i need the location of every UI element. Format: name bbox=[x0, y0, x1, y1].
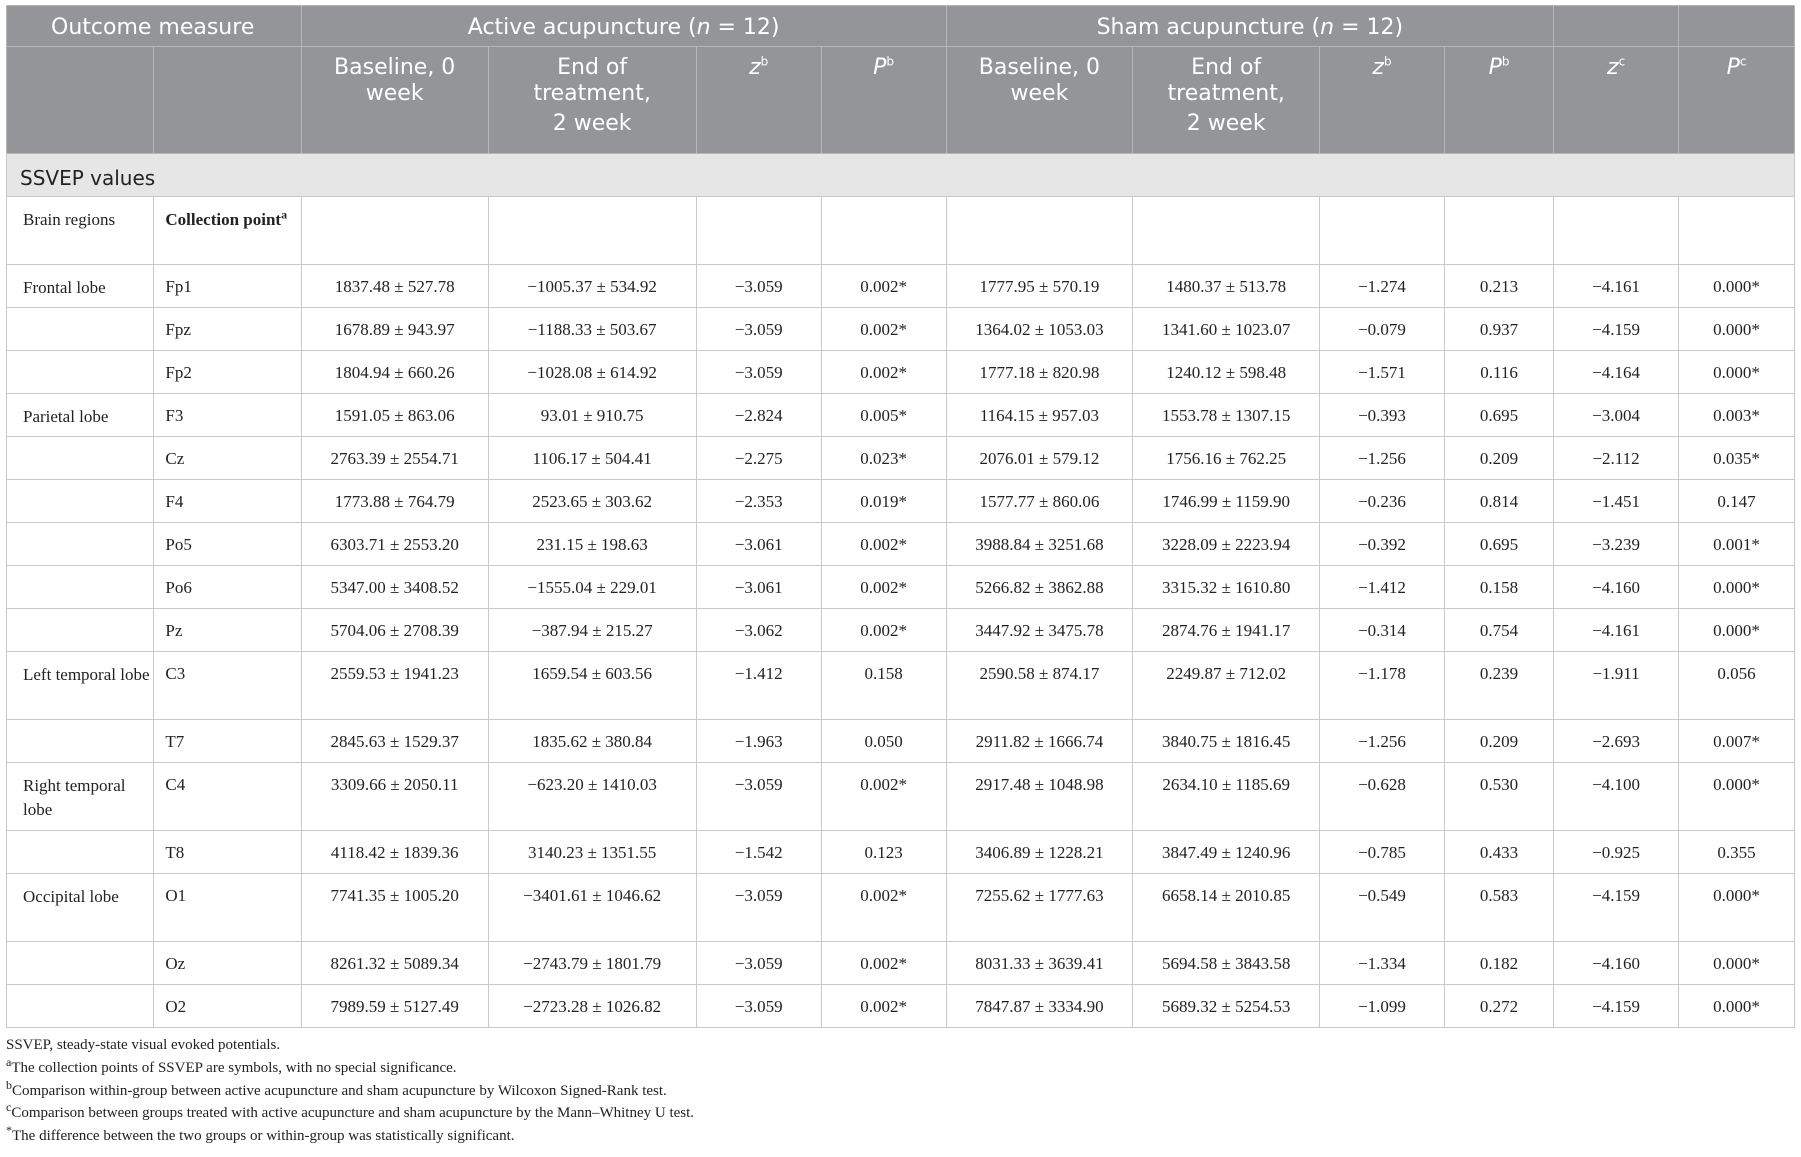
between-p-cell: 0.000* bbox=[1679, 351, 1795, 394]
brain-region-cell: Right temporal lobe bbox=[7, 763, 154, 831]
collection-point-cell: Oz bbox=[154, 942, 301, 985]
sham-p-cell: 0.814 bbox=[1444, 480, 1553, 523]
between-p-cell: 0.000* bbox=[1679, 609, 1795, 652]
collection-point-cell: F3 bbox=[154, 394, 301, 437]
active-baseline-cell: 1837.48 ± 527.78 bbox=[301, 265, 488, 308]
outcome-measure-header: Outcome measure bbox=[7, 6, 302, 47]
table-row bbox=[7, 265, 1795, 308]
ssvep-results-table bbox=[6, 5, 1795, 1028]
active-p-cell: 0.002* bbox=[821, 523, 946, 566]
table-row bbox=[7, 308, 1795, 351]
active-end-cell: 1835.62 ± 380.84 bbox=[488, 720, 696, 763]
between-p-cell: 0.056 bbox=[1679, 652, 1795, 720]
sham-baseline-cell: 8031.33 ± 3639.41 bbox=[946, 942, 1133, 985]
active-z-cell: −3.059 bbox=[696, 985, 821, 1028]
between-p-cell: 0.003* bbox=[1679, 394, 1795, 437]
sham-p-cell: 0.209 bbox=[1444, 720, 1553, 763]
sham-z-cell: −1.178 bbox=[1320, 652, 1445, 720]
sham-z-cell: −0.314 bbox=[1320, 609, 1445, 652]
subheader-row bbox=[7, 197, 1795, 265]
active-end-cell: −1555.04 ± 229.01 bbox=[488, 566, 696, 609]
active-baseline-cell: 1591.05 ± 863.06 bbox=[301, 394, 488, 437]
brain-region-cell bbox=[7, 831, 154, 874]
sham-z-cell: −0.785 bbox=[1320, 831, 1445, 874]
table-row bbox=[7, 566, 1795, 609]
sham-z-cell: −0.392 bbox=[1320, 523, 1445, 566]
between-p-cell: 0.000* bbox=[1679, 942, 1795, 985]
sham-z-cell: −0.393 bbox=[1320, 394, 1445, 437]
sham-p-cell: 0.433 bbox=[1444, 831, 1553, 874]
table-row bbox=[7, 394, 1795, 437]
sham-p-cell: 0.695 bbox=[1444, 394, 1553, 437]
sham-end-cell: 2249.87 ± 712.02 bbox=[1133, 652, 1320, 720]
table-row bbox=[7, 831, 1795, 874]
sham-z-cell: −0.549 bbox=[1320, 874, 1445, 942]
active-end-cell: 93.01 ± 910.75 bbox=[488, 394, 696, 437]
between-z-cell: −3.239 bbox=[1554, 523, 1679, 566]
active-end-cell: −2723.28 ± 1026.82 bbox=[488, 985, 696, 1028]
sham-p-cell: 0.754 bbox=[1444, 609, 1553, 652]
sham-end-cell: 3847.49 ± 1240.96 bbox=[1133, 831, 1320, 874]
between-z-cell: −4.159 bbox=[1554, 308, 1679, 351]
active-baseline-cell: 1773.88 ± 764.79 bbox=[301, 480, 488, 523]
active-z-cell: −1.963 bbox=[696, 720, 821, 763]
collection-point-cell: O1 bbox=[154, 874, 301, 942]
active-baseline-cell: 1804.94 ± 660.26 bbox=[301, 351, 488, 394]
sham-baseline-cell: 1164.15 ± 957.03 bbox=[946, 394, 1133, 437]
active-end-cell: −387.94 ± 215.27 bbox=[488, 609, 696, 652]
active-end-cell: −2743.79 ± 1801.79 bbox=[488, 942, 696, 985]
between-p-cell: 0.000* bbox=[1679, 566, 1795, 609]
table-row bbox=[7, 942, 1795, 985]
sham-baseline-cell: 1777.18 ± 820.98 bbox=[946, 351, 1133, 394]
sham-z-cell: −0.628 bbox=[1320, 763, 1445, 831]
sham-baseline-cell: 7847.87 ± 3334.90 bbox=[946, 985, 1133, 1028]
sham-p-cell: 0.583 bbox=[1444, 874, 1553, 942]
empty-header-cell bbox=[1554, 6, 1679, 47]
footnote-a: $^a$The collection points of SSVEP are symbols, with no special significance. bbox=[6, 1054, 457, 1076]
active-acupuncture-header: Active acupuncture (n = 12) bbox=[301, 6, 946, 47]
sham-end-header: End of treatment, 2 week bbox=[1133, 47, 1320, 154]
brain-region-cell bbox=[7, 720, 154, 763]
sham-end-cell: 3840.75 ± 1816.45 bbox=[1133, 720, 1320, 763]
brain-region-cell bbox=[7, 566, 154, 609]
collection-point-cell: Fp1 bbox=[154, 265, 301, 308]
sham-baseline-cell: 3406.89 ± 1228.21 bbox=[946, 831, 1133, 874]
sham-p-cell: 0.937 bbox=[1444, 308, 1553, 351]
table-row bbox=[7, 874, 1795, 942]
active-p-cell: 0.023* bbox=[821, 437, 946, 480]
active-p-cell: 0.158 bbox=[821, 652, 946, 720]
sham-end-cell: 5689.32 ± 5254.53 bbox=[1133, 985, 1320, 1028]
sham-baseline-cell: 2917.48 ± 1048.98 bbox=[946, 763, 1133, 831]
active-baseline-cell: 1678.89 ± 943.97 bbox=[301, 308, 488, 351]
section-row bbox=[7, 154, 1795, 197]
table-row bbox=[7, 523, 1795, 566]
active-end-cell: 1106.17 ± 504.41 bbox=[488, 437, 696, 480]
sham-end-cell: 5694.58 ± 3843.58 bbox=[1133, 942, 1320, 985]
active-z-cell: −3.061 bbox=[696, 523, 821, 566]
table-row bbox=[7, 763, 1795, 831]
collection-point-cell: T8 bbox=[154, 831, 301, 874]
sham-baseline-cell: 5266.82 ± 3862.88 bbox=[946, 566, 1133, 609]
table-row bbox=[7, 351, 1795, 394]
active-baseline-header: Baseline, 0 week bbox=[301, 47, 488, 154]
sham-end-cell: 1746.99 ± 1159.90 bbox=[1133, 480, 1320, 523]
active-baseline-cell: 2559.53 ± 1941.23 bbox=[301, 652, 488, 720]
footnote-c: $^c$Comparison between groups treated with active acupuncture and sham acupuncture by the Mann–Whitney U test. bbox=[6, 1100, 695, 1122]
active-z-cell: −1.542 bbox=[696, 831, 821, 874]
sham-z-cell: −1.256 bbox=[1320, 437, 1445, 480]
empty-header-cell bbox=[1679, 6, 1795, 47]
between-z-header: $z^c$ bbox=[1554, 47, 1679, 154]
sham-end-cell: 2874.76 ± 1941.17 bbox=[1133, 609, 1320, 652]
between-z-cell: −1.911 bbox=[1554, 652, 1679, 720]
active-p-cell: 0.050 bbox=[821, 720, 946, 763]
active-p-cell: 0.002* bbox=[821, 609, 946, 652]
sham-baseline-cell: 2076.01 ± 579.12 bbox=[946, 437, 1133, 480]
sham-z-cell: −0.079 bbox=[1320, 308, 1445, 351]
active-p-cell: 0.002* bbox=[821, 308, 946, 351]
sham-baseline-cell: 7255.62 ± 1777.63 bbox=[946, 874, 1133, 942]
active-p-cell: 0.005* bbox=[821, 394, 946, 437]
active-p-cell: 0.002* bbox=[821, 351, 946, 394]
active-baseline-cell: 3309.66 ± 2050.11 bbox=[301, 763, 488, 831]
footnote-significance: *The difference between the two groups or within-group was statistically significant. bbox=[6, 1123, 515, 1145]
sham-baseline-cell: 2911.82 ± 1666.74 bbox=[946, 720, 1133, 763]
between-p-cell: 0.000* bbox=[1679, 265, 1795, 308]
table-row bbox=[7, 437, 1795, 480]
active-p-cell: 0.002* bbox=[821, 763, 946, 831]
brain-region-cell bbox=[7, 308, 154, 351]
active-z-cell: −2.275 bbox=[696, 437, 821, 480]
between-p-cell: 0.035* bbox=[1679, 437, 1795, 480]
between-z-cell: −0.925 bbox=[1554, 831, 1679, 874]
active-baseline-cell: 7989.59 ± 5127.49 bbox=[301, 985, 488, 1028]
active-end-cell: −1028.08 ± 614.92 bbox=[488, 351, 696, 394]
active-z-cell: −2.824 bbox=[696, 394, 821, 437]
active-z-cell: −3.062 bbox=[696, 609, 821, 652]
sham-p-header: $P^b$ bbox=[1444, 47, 1553, 154]
active-p-cell: 0.002* bbox=[821, 942, 946, 985]
table-footnotes bbox=[6, 1034, 694, 1148]
brain-region-cell: Frontal lobe bbox=[7, 265, 154, 308]
active-end-cell: −3401.61 ± 1046.62 bbox=[488, 874, 696, 942]
sham-p-cell: 0.695 bbox=[1444, 523, 1553, 566]
sham-end-cell: 1480.37 ± 513.78 bbox=[1133, 265, 1320, 308]
active-z-cell: −3.059 bbox=[696, 351, 821, 394]
sham-baseline-cell: 3988.84 ± 3251.68 bbox=[946, 523, 1133, 566]
between-p-cell: 0.007* bbox=[1679, 720, 1795, 763]
active-z-cell: −3.061 bbox=[696, 566, 821, 609]
sham-baseline-cell: 2590.58 ± 874.17 bbox=[946, 652, 1133, 720]
between-z-cell: −2.112 bbox=[1554, 437, 1679, 480]
collection-point-cell: T7 bbox=[154, 720, 301, 763]
active-p-cell: 0.002* bbox=[821, 566, 946, 609]
sham-z-cell: −1.412 bbox=[1320, 566, 1445, 609]
collection-point-cell: C4 bbox=[154, 763, 301, 831]
footnote-abbreviation: SSVEP, steady-state visual evoked potentials. bbox=[6, 1037, 281, 1053]
active-z-cell: −2.353 bbox=[696, 480, 821, 523]
header-row-groups bbox=[7, 6, 1795, 47]
between-z-cell: −4.164 bbox=[1554, 351, 1679, 394]
sham-p-cell: 0.158 bbox=[1444, 566, 1553, 609]
table-row bbox=[7, 480, 1795, 523]
sham-z-cell: −1.256 bbox=[1320, 720, 1445, 763]
between-p-cell: 0.000* bbox=[1679, 308, 1795, 351]
sham-baseline-cell: 1364.02 ± 1053.03 bbox=[946, 308, 1133, 351]
between-p-cell: 0.355 bbox=[1679, 831, 1795, 874]
sham-z-cell: −1.099 bbox=[1320, 985, 1445, 1028]
between-p-cell: 0.000* bbox=[1679, 985, 1795, 1028]
active-z-cell: −3.059 bbox=[696, 763, 821, 831]
active-p-cell: 0.019* bbox=[821, 480, 946, 523]
brain-region-cell bbox=[7, 942, 154, 985]
empty-header-cell bbox=[7, 47, 154, 154]
sham-end-cell: 1756.16 ± 762.25 bbox=[1133, 437, 1320, 480]
sham-baseline-header: Baseline, 0 week bbox=[946, 47, 1133, 154]
sham-p-cell: 0.272 bbox=[1444, 985, 1553, 1028]
active-end-cell: 1659.54 ± 603.56 bbox=[488, 652, 696, 720]
active-end-cell: 2523.65 ± 303.62 bbox=[488, 480, 696, 523]
collection-point-cell: Cz bbox=[154, 437, 301, 480]
sham-z-cell: −1.334 bbox=[1320, 942, 1445, 985]
sham-baseline-cell: 3447.92 ± 3475.78 bbox=[946, 609, 1133, 652]
table-row bbox=[7, 720, 1795, 763]
active-z-header: $z^b$ bbox=[696, 47, 821, 154]
brain-region-cell bbox=[7, 523, 154, 566]
table-row bbox=[7, 985, 1795, 1028]
active-baseline-cell: 6303.71 ± 2553.20 bbox=[301, 523, 488, 566]
between-z-cell: −4.160 bbox=[1554, 566, 1679, 609]
brain-regions-label: Brain regions bbox=[7, 197, 154, 265]
active-end-cell: 3140.23 ± 1351.55 bbox=[488, 831, 696, 874]
active-end-header: End of treatment, 2 week bbox=[488, 47, 696, 154]
sham-z-cell: −1.274 bbox=[1320, 265, 1445, 308]
between-z-cell: −4.161 bbox=[1554, 265, 1679, 308]
sham-end-cell: 1553.78 ± 1307.15 bbox=[1133, 394, 1320, 437]
active-p-header: $P^b$ bbox=[821, 47, 946, 154]
active-end-cell: −623.20 ± 1410.03 bbox=[488, 763, 696, 831]
between-z-cell: −3.004 bbox=[1554, 394, 1679, 437]
active-baseline-cell: 2845.63 ± 1529.37 bbox=[301, 720, 488, 763]
brain-region-cell bbox=[7, 480, 154, 523]
sham-p-cell: 0.530 bbox=[1444, 763, 1553, 831]
between-z-cell: −1.451 bbox=[1554, 480, 1679, 523]
brain-region-cell bbox=[7, 609, 154, 652]
footnote-b: $^b$Comparison within-group between active acupuncture and sham acupuncture by Wilcoxon Signed-Rank test. bbox=[6, 1077, 667, 1099]
sham-z-header: $z^b$ bbox=[1320, 47, 1445, 154]
active-z-cell: −3.059 bbox=[696, 265, 821, 308]
active-end-cell: 231.15 ± 198.63 bbox=[488, 523, 696, 566]
active-p-cell: 0.002* bbox=[821, 874, 946, 942]
sham-end-cell: 1240.12 ± 598.48 bbox=[1133, 351, 1320, 394]
between-z-cell: −4.160 bbox=[1554, 942, 1679, 985]
active-baseline-cell: 8261.32 ± 5089.34 bbox=[301, 942, 488, 985]
sham-acupuncture-header: Sham acupuncture (n = 12) bbox=[946, 6, 1554, 47]
active-baseline-cell: 5347.00 ± 3408.52 bbox=[301, 566, 488, 609]
collection-point-cell: C3 bbox=[154, 652, 301, 720]
active-z-cell: −3.059 bbox=[696, 308, 821, 351]
active-z-cell: −3.059 bbox=[696, 942, 821, 985]
empty-header-cell bbox=[154, 47, 301, 154]
sham-p-cell: 0.239 bbox=[1444, 652, 1553, 720]
sham-end-cell: 2634.10 ± 1185.69 bbox=[1133, 763, 1320, 831]
brain-region-cell: Parietal lobe bbox=[7, 394, 154, 437]
collection-point-cell: Pz bbox=[154, 609, 301, 652]
between-z-cell: −2.693 bbox=[1554, 720, 1679, 763]
between-z-cell: −4.161 bbox=[1554, 609, 1679, 652]
active-baseline-cell: 5704.06 ± 2708.39 bbox=[301, 609, 488, 652]
table-row bbox=[7, 652, 1795, 720]
collection-point-label: Collection point$^a$ bbox=[154, 197, 301, 265]
active-end-cell: −1188.33 ± 503.67 bbox=[488, 308, 696, 351]
sham-end-cell: 3228.09 ± 2223.94 bbox=[1133, 523, 1320, 566]
active-p-cell: 0.123 bbox=[821, 831, 946, 874]
active-z-cell: −1.412 bbox=[696, 652, 821, 720]
between-p-cell: 0.000* bbox=[1679, 874, 1795, 942]
active-baseline-cell: 7741.35 ± 1005.20 bbox=[301, 874, 488, 942]
between-p-header: $P^c$ bbox=[1679, 47, 1795, 154]
brain-region-cell: Occipital lobe bbox=[7, 874, 154, 942]
active-z-cell: −3.059 bbox=[696, 874, 821, 942]
sham-p-cell: 0.209 bbox=[1444, 437, 1553, 480]
collection-point-cell: Fpz bbox=[154, 308, 301, 351]
header-row-columns bbox=[7, 47, 1795, 154]
between-p-cell: 0.147 bbox=[1679, 480, 1795, 523]
between-p-cell: 0.001* bbox=[1679, 523, 1795, 566]
results-table-container bbox=[6, 5, 1795, 1028]
sham-p-cell: 0.213 bbox=[1444, 265, 1553, 308]
between-z-cell: −4.100 bbox=[1554, 763, 1679, 831]
between-z-cell: −4.159 bbox=[1554, 874, 1679, 942]
active-p-cell: 0.002* bbox=[821, 985, 946, 1028]
brain-region-cell bbox=[7, 351, 154, 394]
table-row bbox=[7, 609, 1795, 652]
sham-baseline-cell: 1577.77 ± 860.06 bbox=[946, 480, 1133, 523]
active-baseline-cell: 4118.42 ± 1839.36 bbox=[301, 831, 488, 874]
sham-p-cell: 0.182 bbox=[1444, 942, 1553, 985]
sham-p-cell: 0.116 bbox=[1444, 351, 1553, 394]
between-p-cell: 0.000* bbox=[1679, 763, 1795, 831]
brain-region-cell bbox=[7, 985, 154, 1028]
sham-end-cell: 6658.14 ± 2010.85 bbox=[1133, 874, 1320, 942]
between-z-cell: −4.159 bbox=[1554, 985, 1679, 1028]
sham-baseline-cell: 1777.95 ± 570.19 bbox=[946, 265, 1133, 308]
sham-z-cell: −0.236 bbox=[1320, 480, 1445, 523]
collection-point-cell: F4 bbox=[154, 480, 301, 523]
sham-end-cell: 1341.60 ± 1023.07 bbox=[1133, 308, 1320, 351]
sham-end-cell: 3315.32 ± 1610.80 bbox=[1133, 566, 1320, 609]
sham-z-cell: −1.571 bbox=[1320, 351, 1445, 394]
active-baseline-cell: 2763.39 ± 2554.71 bbox=[301, 437, 488, 480]
collection-point-cell: Fp2 bbox=[154, 351, 301, 394]
active-end-cell: −1005.37 ± 534.92 bbox=[488, 265, 696, 308]
brain-region-cell: Left temporal lobe bbox=[7, 652, 154, 720]
brain-region-cell bbox=[7, 437, 154, 480]
collection-point-cell: Po6 bbox=[154, 566, 301, 609]
collection-point-cell: Po5 bbox=[154, 523, 301, 566]
section-label: SSVEP values bbox=[7, 154, 1795, 197]
collection-point-cell: O2 bbox=[154, 985, 301, 1028]
active-p-cell: 0.002* bbox=[821, 265, 946, 308]
